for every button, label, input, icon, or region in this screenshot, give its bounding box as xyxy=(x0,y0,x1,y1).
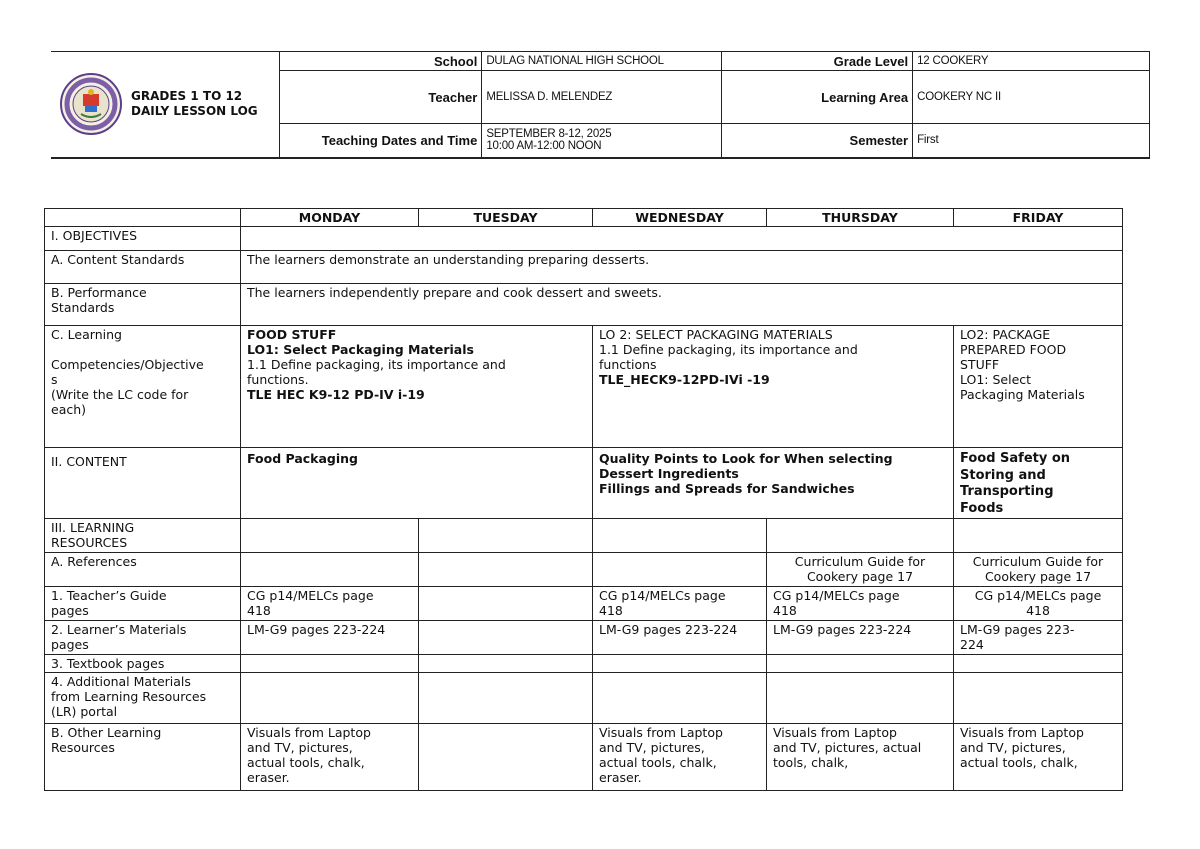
learning-resources-label-line1: III. LEARNING xyxy=(51,520,135,535)
content-standards-row xyxy=(45,251,1123,284)
lc-label-line5: each) xyxy=(51,402,87,417)
ref-thu-line2: Cookery page 17 xyxy=(806,569,914,584)
am-thu xyxy=(767,673,954,724)
references-label: A. References xyxy=(45,553,241,587)
tg-wed xyxy=(593,587,767,621)
or-thu-line3: tools, chalk, xyxy=(773,755,849,770)
or-fri-line3: actual tools, chalk, xyxy=(960,755,1078,770)
or-mon-line4: eraser. xyxy=(247,770,290,785)
lc-wed-thu-line4: TLE_HECK9-12PD-IVi -19 xyxy=(599,372,770,387)
ref-fri-line1: Curriculum Guide for xyxy=(972,554,1104,569)
lm-fri-line1: LM-G9 pages 223- xyxy=(960,622,1075,637)
other-resources-row xyxy=(45,724,1123,791)
lc-mon-tue xyxy=(241,326,593,448)
teaching-dates-value xyxy=(482,124,722,158)
tg-thu-line2: 418 xyxy=(773,603,797,618)
additional-materials-row xyxy=(45,673,1123,724)
learning-area-value: COOKERY NC II xyxy=(913,71,1150,124)
references-row xyxy=(45,553,1123,587)
teaching-dates-line2: 10:00 AM-12:00 NOON xyxy=(486,140,602,153)
lc-mon-tue-line1: FOOD STUFF xyxy=(247,327,337,342)
lc-label-line4: (Write the LC code for xyxy=(51,387,189,402)
lc-wed-thu-line2: 1.1 Define packaging, its importance and xyxy=(599,342,858,357)
tb-thu xyxy=(767,655,954,673)
objectives-empty xyxy=(241,227,1123,251)
tg-mon xyxy=(241,587,419,621)
tg-tue xyxy=(419,587,593,621)
lc-label-spacer xyxy=(51,342,234,357)
lc-mon-tue-line3: 1.1 Define packaging, its importance and xyxy=(247,357,506,372)
lc-mon-tue-line2: LO1: Select Packaging Materials xyxy=(247,342,474,357)
learners-materials-row xyxy=(45,621,1123,655)
teachers-guide-row xyxy=(45,587,1123,621)
content-wed-thu-line2: Dessert Ingredients xyxy=(599,466,739,481)
or-fri-line1: Visuals from Laptop xyxy=(960,725,1084,740)
grade-level-value: 12 COOKERY xyxy=(913,52,1150,71)
grade-level-label: Grade Level xyxy=(722,52,913,71)
or-wed-line2: and TV, pictures, xyxy=(599,740,705,755)
lc-wed-thu-line1: LO 2: SELECT PACKAGING MATERIALS xyxy=(599,327,833,342)
semester-value: First xyxy=(913,124,1150,158)
am-fri xyxy=(954,673,1123,724)
day-wednesday: WEDNESDAY xyxy=(593,209,767,227)
lr-fri xyxy=(954,519,1123,553)
ref-fri-line2: Cookery page 17 xyxy=(984,569,1092,584)
am-mon xyxy=(241,673,419,724)
or-fri xyxy=(954,724,1123,791)
am-wed xyxy=(593,673,767,724)
or-wed-line4: eraser. xyxy=(599,770,642,785)
tg-fri-line1: CG p14/MELCs page xyxy=(974,588,1102,603)
content-wed-thu-line3: Fillings and Spreads for Sandwiches xyxy=(599,481,855,496)
content-row xyxy=(45,448,1123,519)
tg-thu xyxy=(767,587,954,621)
lc-fri-line3: STUFF xyxy=(960,357,1000,372)
learning-competencies-label xyxy=(45,326,241,448)
lm-mon: LM-G9 pages 223-224 xyxy=(241,621,419,655)
day-header-row xyxy=(45,209,1123,227)
am-tue xyxy=(419,673,593,724)
textbook-label: 3. Textbook pages xyxy=(45,655,241,673)
teachers-guide-label xyxy=(45,587,241,621)
tg-wed-line1: CG p14/MELCs page xyxy=(599,588,726,603)
lr-mon xyxy=(241,519,419,553)
performance-standards-label xyxy=(45,284,241,326)
or-wed-line3: actual tools, chalk, xyxy=(599,755,717,770)
content-fri-line1: Food Safety on xyxy=(960,451,1071,466)
content-mon-tue: Food Packaging xyxy=(241,448,593,519)
content-standards-label: A. Content Standards xyxy=(45,251,241,284)
lm-fri-line2: 224 xyxy=(960,637,984,652)
ref-fri xyxy=(954,553,1123,587)
or-tue xyxy=(419,724,593,791)
ref-thu xyxy=(767,553,954,587)
or-thu-line2: and TV, pictures, actual xyxy=(773,740,922,755)
performance-standards-label-line2: Standards xyxy=(51,300,115,315)
content-wed-thu-line1: Quality Points to Look for When selecting xyxy=(599,451,893,466)
learners-materials-label-line1: 2. Learner’s Materials xyxy=(51,622,187,637)
teaching-dates-line1: SEPTEMBER 8-12, 2025 xyxy=(486,128,612,141)
corner-cell xyxy=(45,209,241,227)
tg-wed-line2: 418 xyxy=(599,603,623,618)
objectives-row xyxy=(45,227,1123,251)
or-mon-line3: actual tools, chalk, xyxy=(247,755,365,770)
other-resources-label-line1: B. Other Learning xyxy=(51,725,162,740)
tg-mon-line2: 418 xyxy=(247,603,271,618)
learning-resources-row xyxy=(45,519,1123,553)
tg-thu-line1: CG p14/MELCs page xyxy=(773,588,900,603)
lesson-log-header xyxy=(51,51,1150,159)
lm-wed: LM-G9 pages 223-224 xyxy=(593,621,767,655)
lc-fri-line4: LO1: Select xyxy=(960,372,1032,387)
or-mon-line1: Visuals from Laptop xyxy=(247,725,371,740)
log-title-line2: DAILY LESSON LOG xyxy=(131,104,258,119)
lc-wed-thu xyxy=(593,326,954,448)
lc-fri-line1: LO2: PACKAGE xyxy=(960,327,1051,342)
other-resources-label-line2: Resources xyxy=(51,740,115,755)
tb-wed xyxy=(593,655,767,673)
tb-fri xyxy=(954,655,1123,673)
content-standards-value: The learners demonstrate an understanding preparing desserts. xyxy=(241,251,1123,284)
tb-tue xyxy=(419,655,593,673)
or-thu-line1: Visuals from Laptop xyxy=(773,725,897,740)
additional-materials-label-line1: 4. Additional Materials xyxy=(51,674,191,689)
teacher-label: Teacher xyxy=(280,71,482,124)
lc-label-line3: s xyxy=(51,372,58,387)
teachers-guide-label-line2: pages xyxy=(51,603,89,618)
lc-fri-line2: PREPARED FOOD xyxy=(960,342,1067,357)
lm-fri xyxy=(954,621,1123,655)
lc-mon-tue-line5: TLE HEC K9-12 PD-IV i-19 xyxy=(247,387,425,402)
learners-materials-label xyxy=(45,621,241,655)
lc-fri-line5: Packaging Materials xyxy=(960,387,1085,402)
logo-cell xyxy=(51,52,280,158)
learning-resources-label xyxy=(45,519,241,553)
school-value: DULAG NATIONAL HIGH SCHOOL xyxy=(482,52,722,71)
additional-materials-label xyxy=(45,673,241,724)
learning-area-label: Learning Area xyxy=(722,71,913,124)
teacher-value: MELISSA D. MELENDEZ xyxy=(482,71,722,124)
lc-label-line2: Competencies/Objective xyxy=(51,357,204,372)
or-mon xyxy=(241,724,419,791)
tg-mon-line1: CG p14/MELCs page xyxy=(247,588,374,603)
tg-fri-line2: 418 xyxy=(1026,603,1050,618)
content-fri-line4: Foods xyxy=(960,500,1004,516)
or-wed-line1: Visuals from Laptop xyxy=(599,725,723,740)
school-label: School xyxy=(280,52,482,71)
performance-standards-row xyxy=(45,284,1123,326)
day-monday: MONDAY xyxy=(241,209,419,227)
objectives-label: I. OBJECTIVES xyxy=(45,227,241,251)
content-fri xyxy=(954,448,1123,519)
additional-materials-label-line2: from Learning Resources xyxy=(51,689,207,704)
school-seal-icon xyxy=(59,72,123,136)
ref-thu-line1: Curriculum Guide for xyxy=(794,554,926,569)
tg-fri xyxy=(954,587,1123,621)
or-thu xyxy=(767,724,954,791)
day-friday: FRIDAY xyxy=(954,209,1123,227)
content-fri-line3: Transporting xyxy=(960,484,1054,499)
lc-label-line1: C. Learning xyxy=(51,327,122,342)
content-fri-line2: Storing and xyxy=(960,467,1046,483)
daily-lesson-table xyxy=(44,208,1123,791)
or-wed xyxy=(593,724,767,791)
or-mon-line2: and TV, pictures, xyxy=(247,740,353,755)
ref-tue xyxy=(419,553,593,587)
day-tuesday: TUESDAY xyxy=(419,209,593,227)
textbook-row xyxy=(45,655,1123,673)
ref-mon xyxy=(241,553,419,587)
teachers-guide-label-line1: 1. Teacher’s Guide xyxy=(51,588,167,603)
lm-thu: LM-G9 pages 223-224 xyxy=(767,621,954,655)
performance-standards-label-line1: B. Performance xyxy=(51,285,147,300)
lr-wed xyxy=(593,519,767,553)
tb-mon xyxy=(241,655,419,673)
performance-standards-value: The learners independently prepare and cook dessert and sweets. xyxy=(241,284,1123,326)
learning-competencies-row xyxy=(45,326,1123,448)
teaching-dates-label: Teaching Dates and Time xyxy=(280,124,482,158)
additional-materials-label-line3: (LR) portal xyxy=(51,704,118,719)
lm-tue xyxy=(419,621,593,655)
ref-wed xyxy=(593,553,767,587)
lr-thu xyxy=(767,519,954,553)
or-fri-line2: and TV, pictures, xyxy=(960,740,1066,755)
day-thursday: THURSDAY xyxy=(767,209,954,227)
log-title-line1: GRADES 1 TO 12 xyxy=(131,89,243,104)
learning-resources-label-line2: RESOURCES xyxy=(51,535,128,550)
content-label: II. CONTENT xyxy=(45,448,241,519)
content-wed-thu xyxy=(593,448,954,519)
lr-tue xyxy=(419,519,593,553)
semester-label: Semester xyxy=(722,124,913,158)
other-resources-label xyxy=(45,724,241,791)
lc-fri xyxy=(954,326,1123,448)
lc-wed-thu-line3: functions xyxy=(599,357,657,372)
learners-materials-label-line2: pages xyxy=(51,637,89,652)
lc-mon-tue-line4: functions. xyxy=(247,372,309,387)
